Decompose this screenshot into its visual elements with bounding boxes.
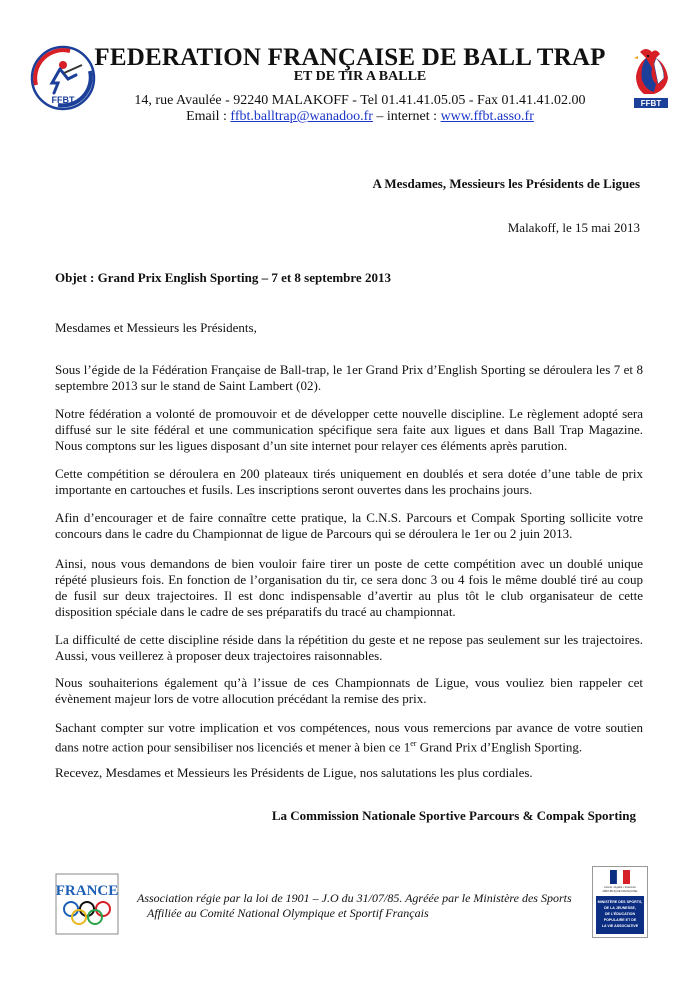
ffbt-logo-text: FFBT <box>51 95 75 105</box>
ordinal-superscript: er <box>410 739 417 748</box>
ministry-line-1: MINISTÈRE DES SPORTS, <box>597 900 643 904</box>
rooster-logo-text: FFBT <box>640 99 662 108</box>
subject-line: Objet : Grand Prix English Sporting – 7 et 8 septembre 2013 <box>55 270 391 285</box>
body-paragraph-1: Sous l’égide de la Fédération Française de Ball-trap, le 1er Grand Prix d’English Sporting se déroulera les 7 et 8 septembre 2013 sur le stand de Saint Lambert (02). <box>55 362 643 393</box>
letterhead-contact <box>0 109 700 125</box>
letterhead-title: FEDERATION FRANÇAISE DE BALL TRAP <box>94 44 606 71</box>
email-link[interactable]: ffbt.balltrap@wanadoo.fr <box>230 109 373 124</box>
ministry-motto: Liberté • Égalité • Fraternité <box>604 886 636 889</box>
body-paragraph-8 <box>55 720 643 755</box>
salutation: Mesdames et Messieurs les Présidents, <box>55 320 257 335</box>
body-paragraph-6: La difficulté de cette discipline réside dans la répétition du geste et ne repose pas seulement sur les trajectoires. Aussi, vous veillerez à proposer deux trajectoires raisonnables. <box>55 632 643 663</box>
france-logo-text: FRANCE <box>55 883 119 899</box>
internet-label: – internet : <box>372 109 441 124</box>
ministry-line-5: LA VIE ASSOCIATIVE <box>601 924 639 928</box>
body-paragraph-3: Cette compétition se déroulera en 200 plateaux tirés uniquement en doublés et sera dotée d’une table de prix importante en cartouches et fusils. Les inscriptions seront ouvertes dans les prochains jours. <box>55 466 643 497</box>
footer-line-1: Association régie par la loi de 1901 – J.O du 31/07/85. Agréée par le Ministère des Sports <box>137 891 572 905</box>
footer-line-2: Affiliée au Comité National Olympique et Sportif Français <box>147 906 429 920</box>
ministry-line-3: DE L’ÉDUCATION <box>604 912 636 916</box>
ministry-rf: RÉPUBLIQUE FRANÇAISE <box>602 889 638 893</box>
paragraph-8-text: Sachant compter sur votre implication et vos compétences, nous vous remercions par avance de votre soutien dans notre action pour sensibiliser nos licenciés et mener à bien ce 1 <box>55 720 643 755</box>
place-date: Malakoff, le 15 mai 2013 <box>507 220 640 235</box>
website-link[interactable]: www.ffbt.asso.fr <box>440 109 534 124</box>
body-paragraph-5: Ainsi, nous vous demandons de bien vouloir faire tirer un poste de cette compétition avec un doublé unique répété plusieurs fois. En fonction de l’organisation du tir, ce sera donc 3 ou 4 fois le même doublé tiré au coup de fusil sur deux trajectoires. Il est donc indispensable d’avertir au plus tôt le club organisateur de cette disposition spéciale dans le cadre de ses préparatifs du tracé au championnat. <box>55 556 643 619</box>
letterhead-subtitle: ET DE TIR A BALLE <box>293 69 427 84</box>
ministry-line-2: DE LA JEUNESSE, <box>604 906 636 910</box>
email-label: Email : <box>186 109 231 124</box>
ministry-logo <box>592 866 648 938</box>
recipients: A Mesdames, Messieurs les Présidents de Ligues <box>372 176 640 191</box>
body-paragraph-2: Notre fédération a volonté de promouvoir et de développer cette nouvelle discipline. Le règlement adopté sera diffusé sur le site fédéral et une communication spécifique sera faite aux ligues et dans Ball Trap Magazine. Nous comptons sur les ligues disposant d’un site internet pour relayer ces éléments après parution. <box>55 406 643 453</box>
france-olympic-logo <box>55 873 119 935</box>
signature: La Commission Nationale Sportive Parcours & Compak Sporting <box>271 808 636 823</box>
closing-paragraph: Recevez, Mesdames et Messieurs les Présidents de Ligue, nos salutations les plus cordiales. <box>55 765 533 780</box>
body-paragraph-4: Afin d’encourager et de faire connaître cette pratique, la C.N.S. Parcours et Compak Sporting sollicite votre concours dans le cadre du Championnat de ligue de Parcours qui se déroulera le 1er ou 2 juin 2013. <box>55 510 643 541</box>
ministry-line-4: POPULAIRE ET DE <box>603 918 637 922</box>
body-paragraph-7: Nous souhaiterions également qu’à l’issue de ces Championnats de Ligue, vous vouliez bien rappeler cet évènement majeur lors de votre allocution précédant la remise des prix. <box>55 675 643 706</box>
letterhead-address: 14, rue Avaulée - 92240 MALAKOFF - Tel 01.41.41.05.05 - Fax 01.41.41.02.00 <box>134 93 586 108</box>
paragraph-8-end: Grand Prix d’English Sporting. <box>416 739 583 755</box>
